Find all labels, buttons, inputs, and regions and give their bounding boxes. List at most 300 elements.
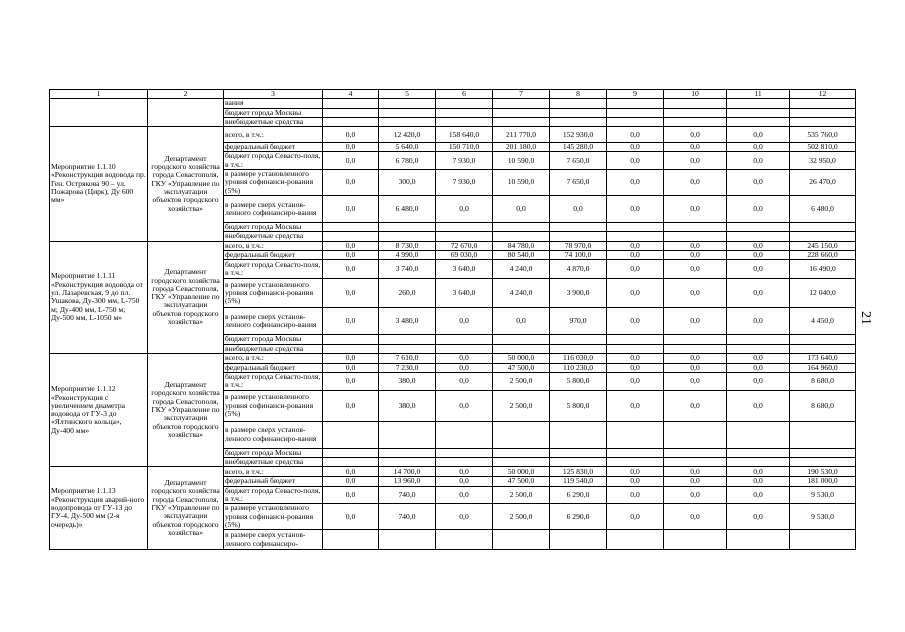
amount-cell: 0,0 bbox=[664, 196, 727, 223]
value-cell bbox=[790, 117, 856, 126]
amount-cell: 0,0 bbox=[664, 504, 727, 530]
amount-cell: 0,0 bbox=[607, 363, 664, 372]
value-cell bbox=[550, 99, 607, 108]
amount-cell bbox=[727, 344, 790, 353]
measure-title: Мероприятие 1.1.11 «Реконструкция водовода от ул. Лазаревская, 9 до пл. Ушакова, Ду-300 мм, L-750 м; Ду-400 мм, L-750 м; Ду-500 мм, L-1050 м» bbox=[50, 241, 148, 353]
amount-cell bbox=[790, 344, 856, 353]
amount-cell: 0,0 bbox=[323, 363, 379, 372]
amount-cell: 535 760,0 bbox=[790, 127, 856, 143]
amount-cell bbox=[664, 223, 727, 232]
amount-cell bbox=[493, 232, 550, 241]
amount-cell: 7 650,0 bbox=[550, 152, 607, 170]
amount-cell: 0,0 bbox=[436, 467, 493, 477]
amount-cell bbox=[550, 458, 607, 467]
amount-cell: 10 590,0 bbox=[493, 152, 550, 170]
amount-cell: 0,0 bbox=[727, 279, 790, 308]
amount-cell bbox=[493, 223, 550, 232]
amount-cell: 74 100,0 bbox=[550, 250, 607, 259]
amount-cell: 0,0 bbox=[436, 390, 493, 421]
amount-cell: 740,0 bbox=[379, 486, 436, 504]
amount-cell bbox=[493, 448, 550, 457]
amount-cell: 6 290,0 bbox=[550, 504, 607, 530]
value-cell bbox=[436, 99, 493, 108]
amount-cell: 740,0 bbox=[379, 504, 436, 530]
amount-cell bbox=[379, 458, 436, 467]
value-cell bbox=[664, 99, 727, 108]
amount-cell: 8 680,0 bbox=[790, 390, 856, 421]
amount-cell: 0,0 bbox=[436, 196, 493, 223]
amount-cell: 0,0 bbox=[664, 477, 727, 486]
amount-cell bbox=[379, 344, 436, 353]
amount-cell: 0,0 bbox=[607, 170, 664, 196]
amount-cell bbox=[607, 458, 664, 467]
amount-cell bbox=[550, 232, 607, 241]
header-cell: 5 bbox=[379, 90, 436, 99]
amount-cell bbox=[436, 530, 493, 550]
amount-cell: 6 480,0 bbox=[790, 196, 856, 223]
amount-cell: 0,0 bbox=[727, 467, 790, 477]
amount-cell bbox=[790, 232, 856, 241]
amount-cell: 4 240,0 bbox=[493, 279, 550, 308]
amount-cell: 47 500,0 bbox=[493, 363, 550, 372]
amount-cell: 0,0 bbox=[323, 467, 379, 477]
amount-cell: 0,0 bbox=[664, 152, 727, 170]
source-cell: внебюджетные средства bbox=[224, 117, 323, 126]
amount-cell bbox=[323, 344, 379, 353]
amount-cell: 0,0 bbox=[727, 241, 790, 250]
measure-cell bbox=[50, 99, 148, 127]
header-cell: 2 bbox=[148, 90, 224, 99]
amount-cell: 26 470,0 bbox=[790, 170, 856, 196]
amount-cell: 0,0 bbox=[727, 373, 790, 391]
funding-source: бюджет города Севасто-поля, в т.ч.: bbox=[224, 373, 323, 391]
amount-cell: 7 650,0 bbox=[550, 170, 607, 196]
amount-cell: 2 500,0 bbox=[493, 373, 550, 391]
continuation-row bbox=[50, 99, 856, 108]
amount-cell: 211 770,0 bbox=[493, 127, 550, 143]
amount-cell: 0,0 bbox=[436, 504, 493, 530]
amount-cell bbox=[790, 335, 856, 344]
amount-cell bbox=[379, 335, 436, 344]
amount-cell: 0,0 bbox=[664, 390, 727, 421]
amount-cell bbox=[436, 232, 493, 241]
amount-cell: 4 240,0 bbox=[493, 260, 550, 279]
amount-cell: 0,0 bbox=[664, 143, 727, 152]
amount-cell: 0,0 bbox=[323, 241, 379, 250]
amount-cell bbox=[727, 458, 790, 467]
amount-cell: 970,0 bbox=[550, 308, 607, 335]
value-cell bbox=[436, 108, 493, 117]
value-cell bbox=[727, 99, 790, 108]
amount-cell: 2 500,0 bbox=[493, 486, 550, 504]
amount-cell: 7 610,0 bbox=[379, 353, 436, 363]
amount-cell bbox=[436, 335, 493, 344]
amount-cell: 110 230,0 bbox=[550, 363, 607, 372]
amount-cell: 0,0 bbox=[607, 390, 664, 421]
amount-cell: 50 000,0 bbox=[493, 353, 550, 363]
source-cell: бюджет города Москвы bbox=[224, 108, 323, 117]
value-cell bbox=[607, 99, 664, 108]
amount-cell bbox=[664, 530, 727, 550]
amount-cell: 125 830,0 bbox=[550, 467, 607, 477]
value-cell bbox=[493, 108, 550, 117]
funding-source: внебюджетные средства bbox=[224, 344, 323, 353]
amount-cell: 13 960,0 bbox=[379, 477, 436, 486]
amount-cell: 0,0 bbox=[436, 308, 493, 335]
amount-cell: 69 030,0 bbox=[436, 250, 493, 259]
amount-cell bbox=[664, 458, 727, 467]
amount-cell: 0,0 bbox=[323, 308, 379, 335]
amount-cell: 164 960,0 bbox=[790, 363, 856, 372]
funding-source: внебюджетные средства bbox=[224, 232, 323, 241]
value-cell bbox=[436, 117, 493, 126]
header-cell: 9 bbox=[607, 90, 664, 99]
amount-cell: 0,0 bbox=[607, 467, 664, 477]
amount-cell: 2 500,0 bbox=[493, 504, 550, 530]
amount-cell bbox=[790, 223, 856, 232]
amount-cell: 0,0 bbox=[727, 353, 790, 363]
amount-cell bbox=[493, 530, 550, 550]
amount-cell: 16 490,0 bbox=[790, 260, 856, 279]
amount-cell bbox=[550, 223, 607, 232]
amount-cell: 0,0 bbox=[664, 467, 727, 477]
table-row bbox=[50, 467, 856, 477]
amount-cell bbox=[664, 232, 727, 241]
amount-cell: 5 800,0 bbox=[550, 373, 607, 391]
amount-cell bbox=[664, 448, 727, 457]
amount-cell: 0,0 bbox=[607, 308, 664, 335]
amount-cell: 0,0 bbox=[727, 260, 790, 279]
header-cell: 11 bbox=[727, 90, 790, 99]
amount-cell: 0,0 bbox=[727, 308, 790, 335]
department-name: Департамент городского хозяйства города Севастополя, ГКУ «Управление по эксплуатации объектов городского хозяйства» bbox=[148, 127, 224, 241]
funding-source: в размере сверх установ-ленного софинансиро-вания bbox=[224, 421, 323, 448]
amount-cell: 260,0 bbox=[379, 279, 436, 308]
value-cell bbox=[607, 117, 664, 126]
amount-cell: 145 280,0 bbox=[550, 143, 607, 152]
amount-cell bbox=[379, 421, 436, 448]
amount-cell bbox=[790, 421, 856, 448]
amount-cell: 201 180,0 bbox=[493, 143, 550, 152]
amount-cell: 0,0 bbox=[727, 170, 790, 196]
value-cell bbox=[727, 108, 790, 117]
funding-source: бюджет города Севасто-поля, в т.ч.: bbox=[224, 486, 323, 504]
amount-cell: 3 480,0 bbox=[379, 308, 436, 335]
funding-source: в размере установленного уровня софинанси-рования (5%) bbox=[224, 170, 323, 196]
amount-cell: 0,0 bbox=[664, 260, 727, 279]
amount-cell bbox=[550, 344, 607, 353]
amount-cell: 0,0 bbox=[607, 486, 664, 504]
amount-cell bbox=[607, 344, 664, 353]
amount-cell: 0,0 bbox=[607, 353, 664, 363]
amount-cell bbox=[790, 530, 856, 550]
value-cell bbox=[664, 117, 727, 126]
amount-cell bbox=[664, 335, 727, 344]
amount-cell bbox=[493, 344, 550, 353]
amount-cell: 0,0 bbox=[664, 363, 727, 372]
department-name: Департамент городского хозяйства города Севастополя, ГКУ «Управление по эксплуатации объектов городского хозяйства» bbox=[148, 353, 224, 466]
amount-cell: 0,0 bbox=[727, 127, 790, 143]
amount-cell: 8 680,0 bbox=[790, 373, 856, 391]
header-cell: 1 bbox=[50, 90, 148, 99]
table-row bbox=[50, 127, 856, 143]
source-cell: вания bbox=[224, 99, 323, 108]
amount-cell: 9 530,0 bbox=[790, 504, 856, 530]
amount-cell: 3 640,0 bbox=[436, 260, 493, 279]
amount-cell bbox=[727, 448, 790, 457]
amount-cell: 5 640,0 bbox=[379, 143, 436, 152]
value-cell bbox=[607, 108, 664, 117]
value-cell bbox=[493, 99, 550, 108]
amount-cell bbox=[664, 421, 727, 448]
amount-cell: 0,0 bbox=[323, 373, 379, 391]
funding-source: в размере установленного уровня софинанси-рования (5%) bbox=[224, 279, 323, 308]
amount-cell bbox=[790, 448, 856, 457]
amount-cell: 0,0 bbox=[493, 196, 550, 223]
amount-cell bbox=[550, 530, 607, 550]
amount-cell: 0,0 bbox=[607, 127, 664, 143]
amount-cell: 47 500,0 bbox=[493, 477, 550, 486]
budget-table-body bbox=[50, 90, 856, 550]
funding-source: федеральный бюджет bbox=[224, 477, 323, 486]
amount-cell: 0,0 bbox=[664, 353, 727, 363]
value-cell bbox=[379, 117, 436, 126]
amount-cell bbox=[550, 421, 607, 448]
amount-cell bbox=[493, 458, 550, 467]
amount-cell: 0,0 bbox=[493, 308, 550, 335]
amount-cell: 4 990,0 bbox=[379, 250, 436, 259]
amount-cell: 0,0 bbox=[664, 308, 727, 335]
amount-cell: 0,0 bbox=[664, 279, 727, 308]
amount-cell bbox=[664, 344, 727, 353]
amount-cell bbox=[379, 223, 436, 232]
amount-cell bbox=[436, 448, 493, 457]
value-cell bbox=[323, 99, 379, 108]
amount-cell: 0,0 bbox=[323, 477, 379, 486]
amount-cell: 0,0 bbox=[664, 170, 727, 196]
amount-cell bbox=[550, 448, 607, 457]
table-row bbox=[50, 353, 856, 363]
amount-cell: 0,0 bbox=[607, 241, 664, 250]
department-name: Департамент городского хозяйства города Севастополя, ГКУ «Управление по эксплуатации объектов городского хозяйства» bbox=[148, 241, 224, 353]
amount-cell: 7 930,0 bbox=[436, 170, 493, 196]
amount-cell: 0,0 bbox=[607, 260, 664, 279]
amount-cell: 0,0 bbox=[664, 250, 727, 259]
amount-cell bbox=[607, 335, 664, 344]
amount-cell: 9 530,0 bbox=[790, 486, 856, 504]
amount-cell: 78 970,0 bbox=[550, 241, 607, 250]
amount-cell: 0,0 bbox=[323, 504, 379, 530]
funding-source: всего, в т.ч.: bbox=[224, 241, 323, 250]
amount-cell bbox=[607, 421, 664, 448]
amount-cell: 380,0 bbox=[379, 373, 436, 391]
header-cell: 3 bbox=[224, 90, 323, 99]
amount-cell bbox=[323, 335, 379, 344]
amount-cell: 0,0 bbox=[436, 373, 493, 391]
amount-cell: 0,0 bbox=[607, 373, 664, 391]
amount-cell bbox=[493, 335, 550, 344]
amount-cell: 245 150,0 bbox=[790, 241, 856, 250]
measure-title: Мероприятие 1.1.10 «Реконструкция водовода пр. Ген. Острякова 90 – ул. Пожарова (Цирк), Ду 600 мм» bbox=[50, 127, 148, 241]
amount-cell: 0,0 bbox=[436, 477, 493, 486]
amount-cell: 6 480,0 bbox=[379, 196, 436, 223]
funding-source: в размере сверх установ-ленного софинансиро-вания bbox=[224, 308, 323, 335]
amount-cell bbox=[727, 335, 790, 344]
amount-cell: 8 730,0 bbox=[379, 241, 436, 250]
amount-cell bbox=[607, 448, 664, 457]
amount-cell: 0,0 bbox=[727, 504, 790, 530]
value-cell bbox=[493, 117, 550, 126]
amount-cell: 181 000,0 bbox=[790, 477, 856, 486]
amount-cell: 0,0 bbox=[323, 279, 379, 308]
amount-cell: 0,0 bbox=[436, 363, 493, 372]
amount-cell: 0,0 bbox=[323, 250, 379, 259]
funding-source: всего, в т.ч.: bbox=[224, 353, 323, 363]
amount-cell bbox=[436, 223, 493, 232]
amount-cell: 6 780,0 bbox=[379, 152, 436, 170]
amount-cell: 0,0 bbox=[727, 486, 790, 504]
value-cell bbox=[550, 117, 607, 126]
value-cell bbox=[790, 108, 856, 117]
value-cell bbox=[323, 108, 379, 117]
amount-cell: 380,0 bbox=[379, 390, 436, 421]
amount-cell: 80 540,0 bbox=[493, 250, 550, 259]
amount-cell: 32 950,0 bbox=[790, 152, 856, 170]
amount-cell bbox=[436, 421, 493, 448]
amount-cell: 14 700,0 bbox=[379, 467, 436, 477]
department-name: Департамент городского хозяйства города Севастополя, ГКУ «Управление по эксплуатации объектов городского хозяйства» bbox=[148, 467, 224, 550]
amount-cell: 72 670,0 bbox=[436, 241, 493, 250]
amount-cell bbox=[379, 232, 436, 241]
measure-title: Мероприятие 1.1.12 «Реконструкция с увеличением диаметра водовода от ГУ-3 до «Ялтинского кольца», Ду-400 мм» bbox=[50, 353, 148, 466]
amount-cell: 150 710,0 bbox=[436, 143, 493, 152]
amount-cell: 158 640,0 bbox=[436, 127, 493, 143]
funding-source: всего, в т.ч.: bbox=[224, 127, 323, 143]
budget-table bbox=[49, 89, 856, 550]
amount-cell: 0,0 bbox=[664, 373, 727, 391]
amount-cell bbox=[379, 530, 436, 550]
amount-cell: 0,0 bbox=[323, 143, 379, 152]
amount-cell: 152 930,0 bbox=[550, 127, 607, 143]
value-cell bbox=[790, 99, 856, 108]
amount-cell: 0,0 bbox=[607, 477, 664, 486]
amount-cell: 6 290,0 bbox=[550, 486, 607, 504]
amount-cell bbox=[436, 344, 493, 353]
amount-cell: 0,0 bbox=[607, 196, 664, 223]
amount-cell: 0,0 bbox=[727, 363, 790, 372]
amount-cell: 0,0 bbox=[323, 353, 379, 363]
amount-cell: 116 030,0 bbox=[550, 353, 607, 363]
amount-cell: 0,0 bbox=[607, 250, 664, 259]
amount-cell: 0,0 bbox=[727, 250, 790, 259]
header-cell: 4 bbox=[323, 90, 379, 99]
amount-cell: 4 870,0 bbox=[550, 260, 607, 279]
funding-source: всего, в т.ч.: bbox=[224, 467, 323, 477]
amount-cell: 0,0 bbox=[664, 127, 727, 143]
funding-source: бюджет города Москвы bbox=[224, 223, 323, 232]
amount-cell: 12 040,0 bbox=[790, 279, 856, 308]
value-cell bbox=[727, 117, 790, 126]
amount-cell bbox=[323, 232, 379, 241]
funding-source: бюджет города Москвы bbox=[224, 448, 323, 457]
amount-cell: 5 800,0 bbox=[550, 390, 607, 421]
amount-cell bbox=[323, 448, 379, 457]
amount-cell bbox=[323, 530, 379, 550]
amount-cell: 0,0 bbox=[323, 486, 379, 504]
funding-source: в размере установленного уровня софинанси-рования (5%) bbox=[224, 390, 323, 421]
funding-source: бюджет города Севасто-поля, в т.ч.: bbox=[224, 260, 323, 279]
funding-source: бюджет города Севасто-поля, в т.ч.: bbox=[224, 152, 323, 170]
amount-cell bbox=[323, 223, 379, 232]
amount-cell: 0,0 bbox=[607, 143, 664, 152]
value-cell bbox=[379, 108, 436, 117]
amount-cell: 0,0 bbox=[607, 152, 664, 170]
header-cell: 6 bbox=[436, 90, 493, 99]
amount-cell: 0,0 bbox=[323, 170, 379, 196]
amount-cell: 0,0 bbox=[607, 504, 664, 530]
amount-cell: 0,0 bbox=[323, 127, 379, 143]
amount-cell: 50 000,0 bbox=[493, 467, 550, 477]
amount-cell bbox=[727, 232, 790, 241]
amount-cell bbox=[727, 530, 790, 550]
table-row bbox=[50, 241, 856, 250]
amount-cell: 3 900,0 bbox=[550, 279, 607, 308]
amount-cell bbox=[323, 458, 379, 467]
funding-source: внебюджетные средства bbox=[224, 458, 323, 467]
amount-cell: 12 420,0 bbox=[379, 127, 436, 143]
value-cell bbox=[550, 108, 607, 117]
amount-cell: 173 640,0 bbox=[790, 353, 856, 363]
amount-cell: 300,0 bbox=[379, 170, 436, 196]
amount-cell: 3 740,0 bbox=[379, 260, 436, 279]
amount-cell: 0,0 bbox=[727, 196, 790, 223]
funding-source: федеральный бюджет bbox=[224, 363, 323, 372]
department-cell bbox=[148, 99, 224, 127]
amount-cell: 0,0 bbox=[727, 390, 790, 421]
amount-cell: 0,0 bbox=[323, 196, 379, 223]
amount-cell: 84 780,0 bbox=[493, 241, 550, 250]
page-number: 21 bbox=[858, 311, 873, 325]
funding-source: в размере сверх установ-ленного софинансиро- bbox=[224, 530, 323, 550]
amount-cell: 2 500,0 bbox=[493, 390, 550, 421]
amount-cell: 7 230,0 bbox=[379, 363, 436, 372]
amount-cell: 0,0 bbox=[664, 486, 727, 504]
amount-cell bbox=[550, 335, 607, 344]
value-cell bbox=[323, 117, 379, 126]
amount-cell: 0,0 bbox=[727, 143, 790, 152]
amount-cell bbox=[727, 223, 790, 232]
amount-cell: 7 930,0 bbox=[436, 152, 493, 170]
amount-cell: 502 810,0 bbox=[790, 143, 856, 152]
value-cell bbox=[379, 99, 436, 108]
header-cell: 10 bbox=[664, 90, 727, 99]
amount-cell bbox=[493, 421, 550, 448]
amount-cell: 0,0 bbox=[727, 477, 790, 486]
amount-cell bbox=[727, 421, 790, 448]
header-cell: 8 bbox=[550, 90, 607, 99]
value-cell bbox=[664, 108, 727, 117]
header-row bbox=[50, 90, 856, 99]
funding-source: федеральный бюджет bbox=[224, 143, 323, 152]
amount-cell: 190 530,0 bbox=[790, 467, 856, 477]
amount-cell: 0,0 bbox=[436, 353, 493, 363]
amount-cell bbox=[790, 458, 856, 467]
amount-cell: 4 450,0 bbox=[790, 308, 856, 335]
funding-source: в размере установленного уровня софинанси-рования (5%) bbox=[224, 504, 323, 530]
amount-cell bbox=[436, 458, 493, 467]
amount-cell: 228 660,0 bbox=[790, 250, 856, 259]
amount-cell: 0,0 bbox=[436, 486, 493, 504]
